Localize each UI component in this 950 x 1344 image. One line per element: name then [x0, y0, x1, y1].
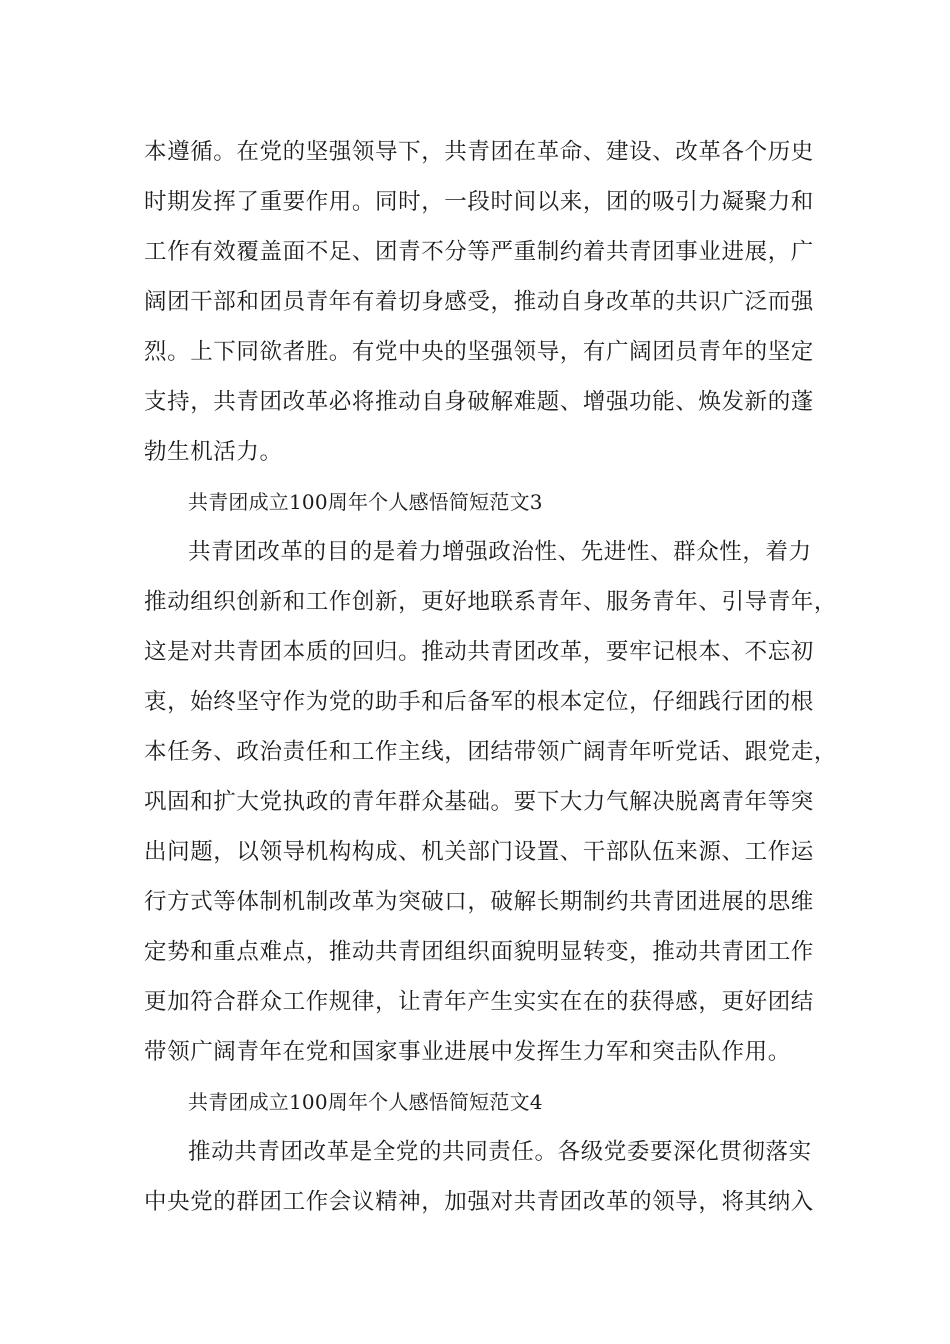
paragraph-line: 更加符合群众工作规律，让青年产生实实在在的获得感，更好团结 — [144, 989, 814, 1015]
paragraph-line: 出问题，以领导机构构成、机关部门设置、干部队伍来源、工作运 — [144, 839, 814, 865]
paragraph-line: 推动组织创新和工作创新，更好地联系青年、服务青年、引导青年， — [144, 589, 838, 615]
section-heading-3: 共青团成立100周年个人感悟简短范文3 — [188, 490, 543, 514]
paragraph-line: 巩固和扩大党执政的青年群众基础。要下大力气解决脱离青年等突 — [144, 789, 814, 815]
paragraph-line: 定势和重点难点，推动共青团组织面貌明显转变，推动共青团工作 — [144, 939, 814, 965]
paragraph-line: 本遵循。在党的坚强领导下，共青团在革命、建设、改革各个历史 — [144, 139, 814, 165]
paragraph-line: 共青团改革的目的是着力增强政治性、先进性、群众性，着力 — [188, 539, 812, 565]
paragraph-line: 时期发挥了重要作用。同时，一段时间以来，团的吸引力凝聚力和 — [144, 189, 814, 215]
paragraph-line: 行方式等体制机制改革为突破口，破解长期制约共青团进展的思维 — [144, 889, 814, 915]
paragraph-line: 衷，始终坚守作为党的助手和后备军的根本定位，仔细践行团的根 — [144, 689, 814, 715]
paragraph-line: 烈。上下同欲者胜。有党中央的坚强领导，有广阔团员青年的坚定 — [144, 339, 814, 365]
paragraph-line: 推动共青团改革是全党的共同责任。各级党委要深化贯彻落实 — [188, 1139, 812, 1165]
paragraph-line: 带领广阔青年在党和国家事业进展中发挥生力军和突击队作用。 — [144, 1039, 791, 1065]
paragraph-line: 阔团干部和团员青年有着切身感受，推动自身改革的共识广泛而强 — [144, 289, 814, 315]
paragraph-line: 本任务、政治责任和工作主线，团结带领广阔青年听党话、跟党走， — [144, 739, 838, 765]
paragraph-line: 支持，共青团改革必将推动自身破解难题、增强功能、焕发新的蓬 — [144, 389, 814, 415]
paragraph-line: 这是对共青团本质的回归。推动共青团改革，要牢记根本、不忘初 — [144, 639, 814, 665]
paragraph-line: 工作有效覆盖面不足、团青不分等严重制约着共青团事业进展，广 — [144, 239, 814, 265]
section-heading-4: 共青团成立100周年个人感悟简短范文4 — [188, 1090, 543, 1114]
paragraph-line: 勃生机活力。 — [144, 439, 283, 465]
paragraph-line: 中央党的群团工作会议精神，加强对共青团改革的领导，将其纳入 — [144, 1189, 814, 1215]
